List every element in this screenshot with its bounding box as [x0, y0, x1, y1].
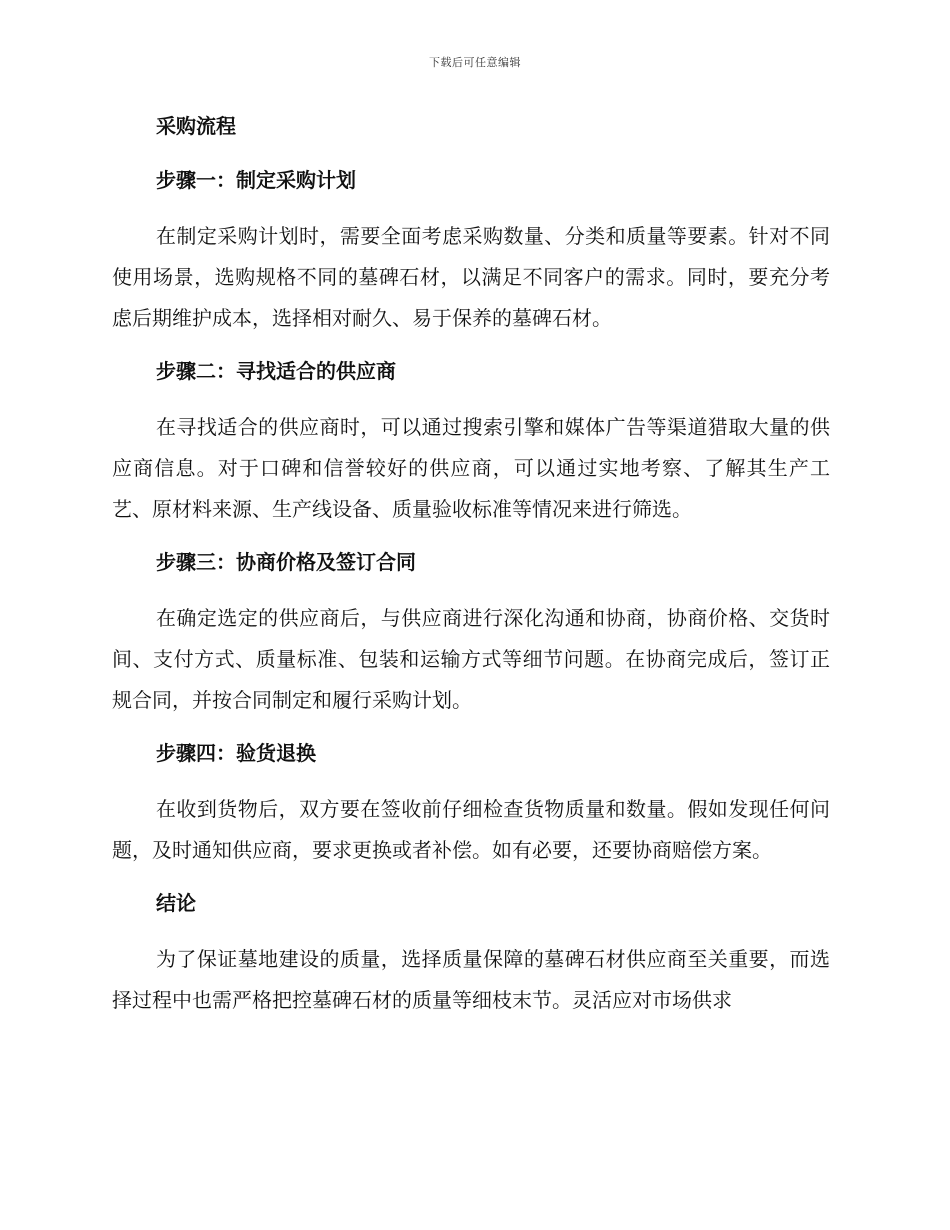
- step1-heading: 步骤一：制定采购计划: [156, 168, 356, 192]
- conclusion-heading: 结论: [156, 891, 196, 915]
- step4-paragraph: 在收到货物后，双方要在签收前仔细检查货物质量和数量。假如发现任何问题，及时通知供应商，要求更换或者补偿。如有必要，还要协商赔偿方案。: [112, 797, 830, 862]
- step3-heading: 步骤三：协商价格及签订合同: [156, 550, 416, 574]
- document-content: [112, 108, 830, 1021]
- step2-paragraph: 在寻找适合的供应商时，可以通过搜索引擎和媒体广告等渠道猎取大量的供应商信息。对于口碑和信誉较好的供应商，可以通过实地考察、了解其生产工艺、原材料来源、生产线设备、质量验收标准等情况来进行筛选。: [112, 415, 830, 521]
- step1-paragraph: 在制定采购计划时，需要全面考虑采购数量、分类和质量等要素。针对不同使用场景，选购规格不同的墓碑石材，以满足不同客户的需求。同时，要充分考虑后期维护成本，选择相对耐久、易于保养的墓碑石材。: [112, 224, 830, 330]
- conclusion-paragraph: 为了保证墓地建设的质量，选择质量保障的墓碑石材供应商至关重要，而选择过程中也需严格把控墓碑石材的质量等细枝末节。灵活应对市场供求: [112, 947, 830, 1012]
- document-title: 采购流程: [156, 114, 236, 138]
- header-note: 下载后可任意编辑: [429, 56, 521, 69]
- step3-paragraph: 在确定选定的供应商后，与供应商进行深化沟通和协商，协商价格、交货时间、支付方式、质量标准、包装和运输方式等细节问题。在协商完成后，签订正规合同，并按合同制定和履行采购计划。: [112, 606, 830, 712]
- step2-heading: 步骤二：寻找适合的供应商: [156, 359, 396, 383]
- step4-heading: 步骤四：验货退换: [156, 741, 316, 765]
